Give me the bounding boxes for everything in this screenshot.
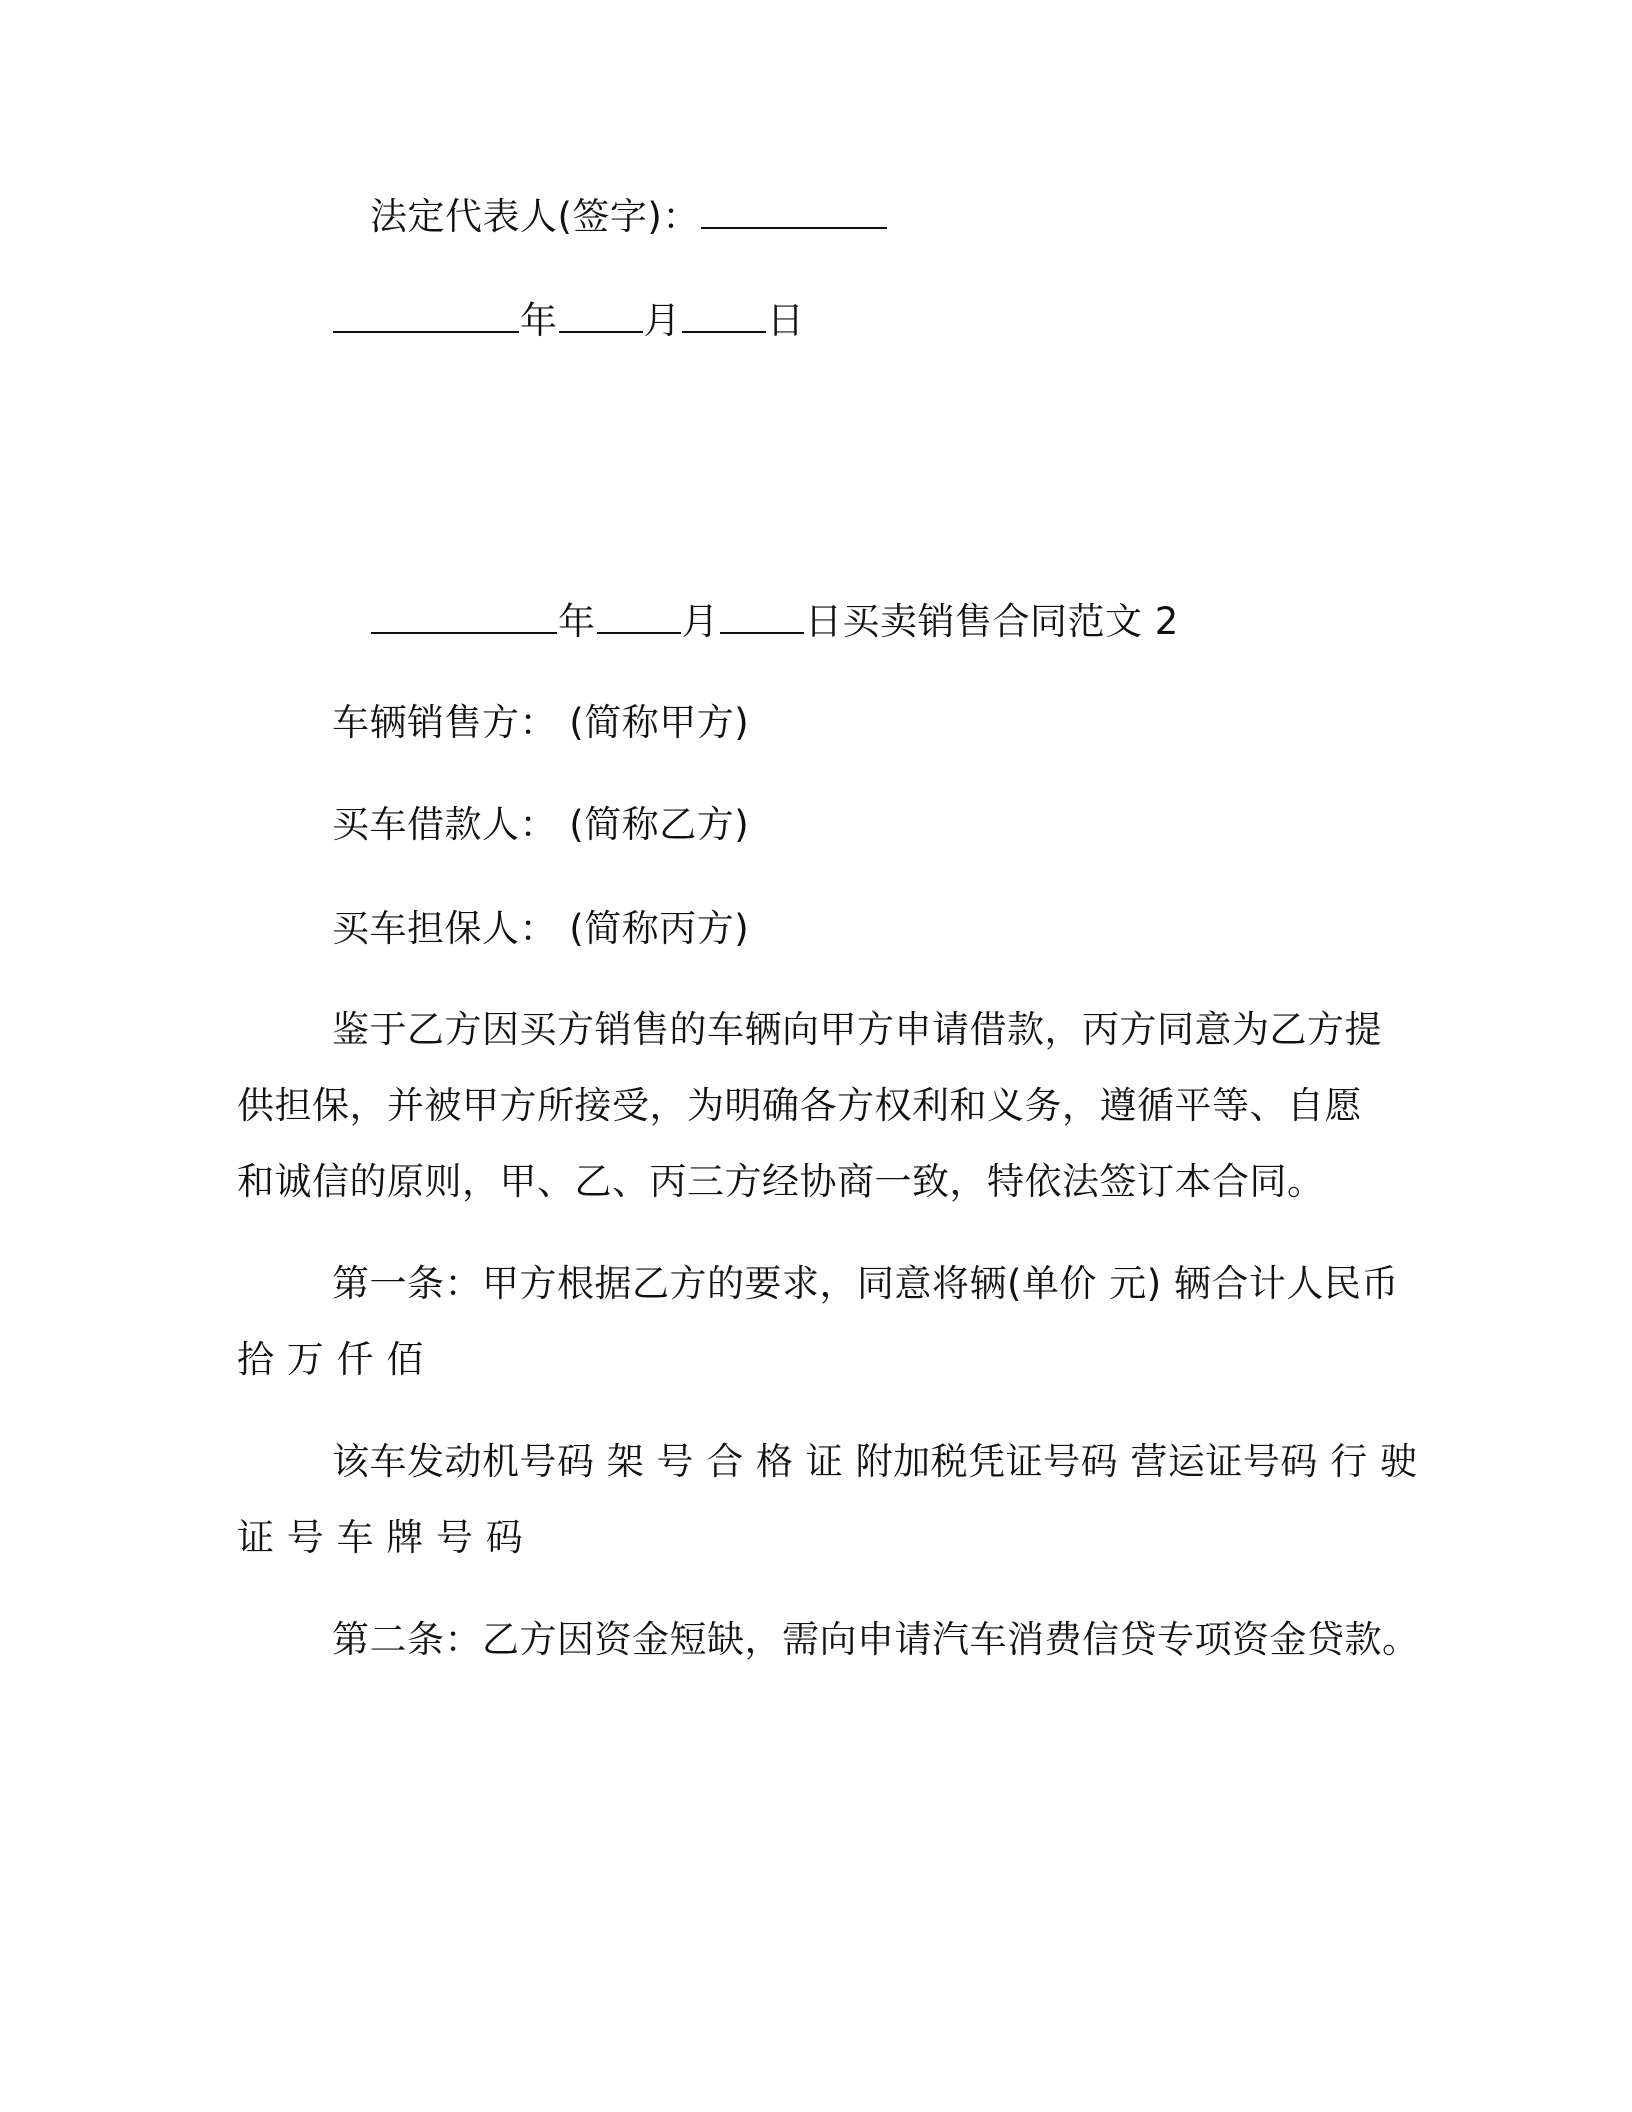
vehicle-info-line-2: 证 号 车 牌 号 码: [237, 1516, 524, 1559]
title-year-blank: [371, 602, 557, 634]
party-borrower: 买车借款人： (简称乙方): [332, 803, 750, 846]
title-month-blank: [597, 602, 681, 634]
title-rest: 日买卖销售合同范文 2: [805, 600, 1179, 643]
preamble-line-3: 和诚信的原则，甲、乙、丙三方经协商一致，特依法签订本合同。: [237, 1160, 1325, 1203]
vehicle-info-line-1: 该车发动机号码 架 号 合 格 证 附加税凭证号码 营运证号码 行 驶: [332, 1440, 1418, 1483]
title-month-label: 月: [681, 600, 719, 643]
signature-label: 法定代表人(签字)：: [370, 195, 700, 238]
month-label: 月: [643, 299, 681, 342]
preamble-line-1: 鉴于乙方因买方销售的车辆向甲方申请借款，丙方同意为乙方提: [332, 1008, 1382, 1051]
party-guarantor: 买车担保人： (简称丙方): [332, 907, 750, 950]
party-seller: 车辆销售方： (简称甲方): [332, 701, 750, 744]
title-year-label: 年: [558, 600, 596, 643]
year-blank: [333, 301, 519, 333]
year-label: 年: [520, 299, 558, 342]
section-title: [370, 598, 1179, 646]
date-line: [332, 297, 805, 345]
signature-line: [370, 193, 888, 241]
day-label: 日: [767, 299, 805, 342]
preamble-line-2: 供担保，并被甲方所接受，为明确各方权利和义务，遵循平等、自愿: [237, 1084, 1362, 1127]
month-blank: [559, 301, 643, 333]
title-day-blank: [720, 602, 804, 634]
day-blank: [682, 301, 766, 333]
article1-line-2: 拾 万 仟 佰: [237, 1338, 424, 1381]
article2-line-1: 第二条：乙方因资金短缺，需向申请汽车消费信贷专项资金贷款。: [332, 1618, 1420, 1661]
article1-line-1: 第一条：甲方根据乙方的要求，同意将辆(单价 元) 辆合计人民币: [332, 1262, 1399, 1305]
signature-blank: [701, 197, 887, 229]
